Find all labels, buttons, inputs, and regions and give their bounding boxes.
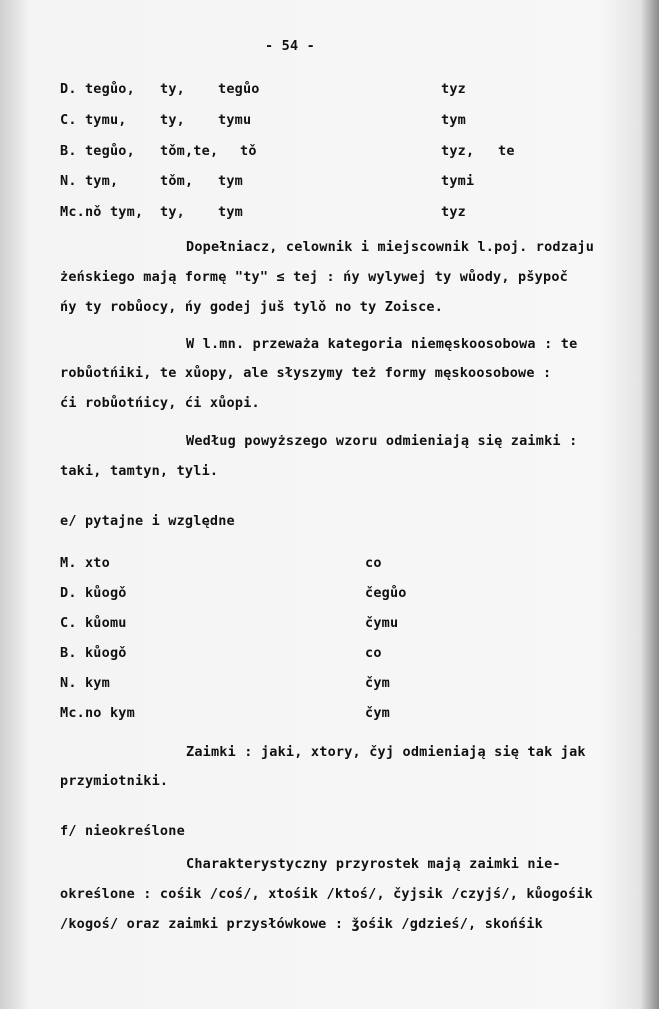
text-line: przymiotniki. — [60, 773, 169, 789]
text-line: żeńskiego mają formę "ty" ≤ tej : ńy wylywej ty wůody, pšypoč — [60, 269, 568, 285]
text-line: ći robůotńicy, ći xůopi. — [60, 395, 260, 411]
text-line: taki, tamtyn, tyli. — [60, 463, 219, 479]
table-cell: C. tymu, — [60, 112, 127, 128]
table-cell: tyz — [441, 81, 466, 97]
page-number: - 54 - — [265, 38, 315, 54]
table-cell: tymi — [441, 173, 475, 189]
table-cell: tǒm, — [160, 173, 194, 189]
table-cell: B. kůogǒ — [60, 645, 127, 661]
section-heading-f: f/ nieokreślone — [60, 823, 185, 839]
text-line: określone : cośik /coś/, xtośik /ktoś/, čyjsik /czyjś/, kůogośik — [60, 886, 593, 902]
table-cell: ty, — [160, 81, 185, 97]
table-cell: čym — [365, 705, 390, 721]
table-cell: tǒm,te, — [160, 143, 219, 159]
table-cell: tyz — [441, 204, 466, 220]
table-cell: Mc.nǒ tym, — [60, 204, 144, 220]
text-line: W l.mn. przeważa kategoria niemęskoosobowa : te — [186, 336, 578, 352]
table-cell: co — [365, 555, 382, 571]
text-line: robůotńiki, te xůopy, ale słyszymy też formy męskoosobowe : — [60, 365, 552, 381]
table-cell: C. kůomu — [60, 615, 127, 631]
table-cell: tymu — [218, 112, 252, 128]
table-cell: D. kůogǒ — [60, 585, 127, 601]
text-line: Według powyższego wzoru odmieniają się zaimki : — [186, 433, 578, 449]
table-cell: ty, — [160, 112, 185, 128]
table-cell: tegůo — [218, 81, 260, 97]
table-cell: tǒ — [240, 143, 257, 159]
table-cell: Mc.no kym — [60, 705, 135, 721]
table-cell: čymu — [365, 615, 399, 631]
table-cell: tym — [441, 112, 466, 128]
table-cell: tym — [218, 204, 243, 220]
text-line: ńy ty robůocy, ńy godej juš tylǒ no ty Zoisce. — [60, 299, 444, 315]
table-cell: N. kym — [60, 675, 110, 691]
table-cell: N. tym, — [60, 173, 119, 189]
section-heading-e: e/ pytajne i względne — [60, 513, 235, 529]
text-line: Zaimki : jaki, xtory, čyj odmieniają się tak jak — [186, 744, 586, 760]
table-cell: čym — [365, 675, 390, 691]
text-line: /kogoś/ oraz zaimki przysłówkowe : ǯośik /gdzieś/, skońśik — [60, 916, 544, 932]
table-cell: D. tegůo, — [60, 81, 135, 97]
text-line: Dopełniacz, celownik i miejscownik l.poj. rodzaju — [186, 239, 595, 255]
table-cell: te — [498, 143, 515, 159]
table-cell: tyz, — [441, 143, 475, 159]
table-cell: M. xto — [60, 555, 110, 571]
table-cell: ty, — [160, 204, 185, 220]
table-cell: co — [365, 645, 382, 661]
table-cell: čegůo — [365, 585, 407, 601]
table-cell: B. tegůo, — [60, 143, 135, 159]
table-cell: tym — [218, 173, 243, 189]
text-line: Charakterystyczny przyrostek mają zaimki nie- — [186, 856, 561, 872]
